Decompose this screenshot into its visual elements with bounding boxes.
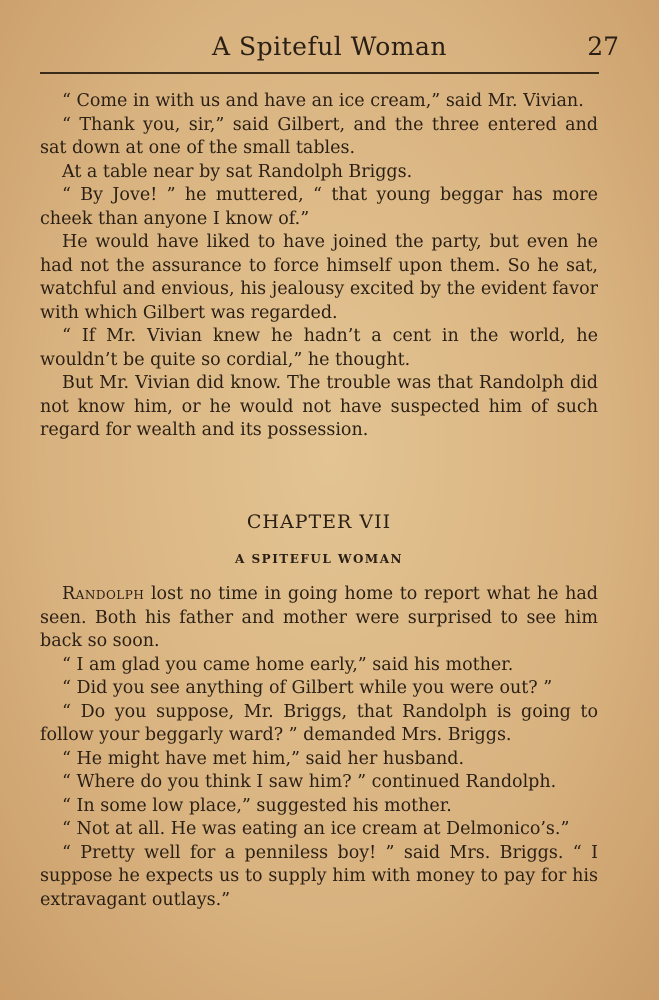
paragraph: “ Did you see anything of Gilbert while you were out? ” (62, 678, 553, 698)
chapter-subtitle: A SPITEFUL WOMAN (235, 552, 403, 566)
paragraph: He would have liked to have joined the party, but even he had not the assurance to force himself upon them. So he sat, watchful and envious, his jealousy excited by the evident favor with which Gilbert was regarded. (40, 232, 598, 323)
page-header (40, 30, 619, 64)
running-head: A Spiteful Woman (211, 32, 448, 61)
chapter-first-paragraph (40, 583, 598, 654)
paragraph: “ Come in with us and have an ice cream,” said Mr. Vivian. (62, 91, 584, 111)
paragraph: “ In some low place,” suggested his mother. (62, 795, 452, 816)
header-rule (40, 72, 599, 74)
paragraph: At a table near by sat Randolph Briggs. (62, 161, 413, 182)
chapter-text (40, 583, 598, 912)
paragraph: “ Not at all. He was eating an ice cream at Delmonico’s.” (62, 819, 570, 839)
chapter-title: CHAPTER VII (246, 511, 392, 533)
paragraph: “ He might have met him,” said her husband. (62, 748, 465, 769)
paragraph: “ I am glad you came home early,” said his mother. (62, 654, 514, 675)
paragraph: “ Do you suppose, Mr. Briggs, that Randolph is going to follow your beggarly ward? ” demanded Mrs. Briggs. (40, 701, 598, 745)
paragraph: But Mr. Vivian did know. The trouble was that Randolph did not know him, or he would not have suspected him of such regard for wealth and its possession. (40, 373, 598, 440)
paragraph: “ Thank you, sir,” said Gilbert, and the three entered and sat down at one of the small tables. (40, 114, 598, 158)
paragraph: “ Pretty well for a penniless boy! ” said Mrs. Briggs. “ I suppose he expects us to supply him with money to pay for his extravagant outlays.” (40, 842, 598, 910)
paragraph: “ Where do you think I saw him? ” continued Randolph. (62, 772, 557, 792)
page-number: 27 (587, 32, 619, 61)
paragraph: “ By Jove! ” he muttered, “ that young beggar has more cheek than anyone I know of.” (40, 185, 598, 229)
chapter-lead-word: Randolph (62, 584, 145, 604)
body-text (40, 90, 598, 443)
paragraph: “ If Mr. Vivian knew he hadn’t a cent in the world, he wouldn’t be quite so cordial,” he thought. (40, 326, 598, 370)
chapter-first-paragraph-rest: lost no time in going home to report what he had seen. Both his father and mother were surprised to see him back so soon. (40, 584, 598, 651)
